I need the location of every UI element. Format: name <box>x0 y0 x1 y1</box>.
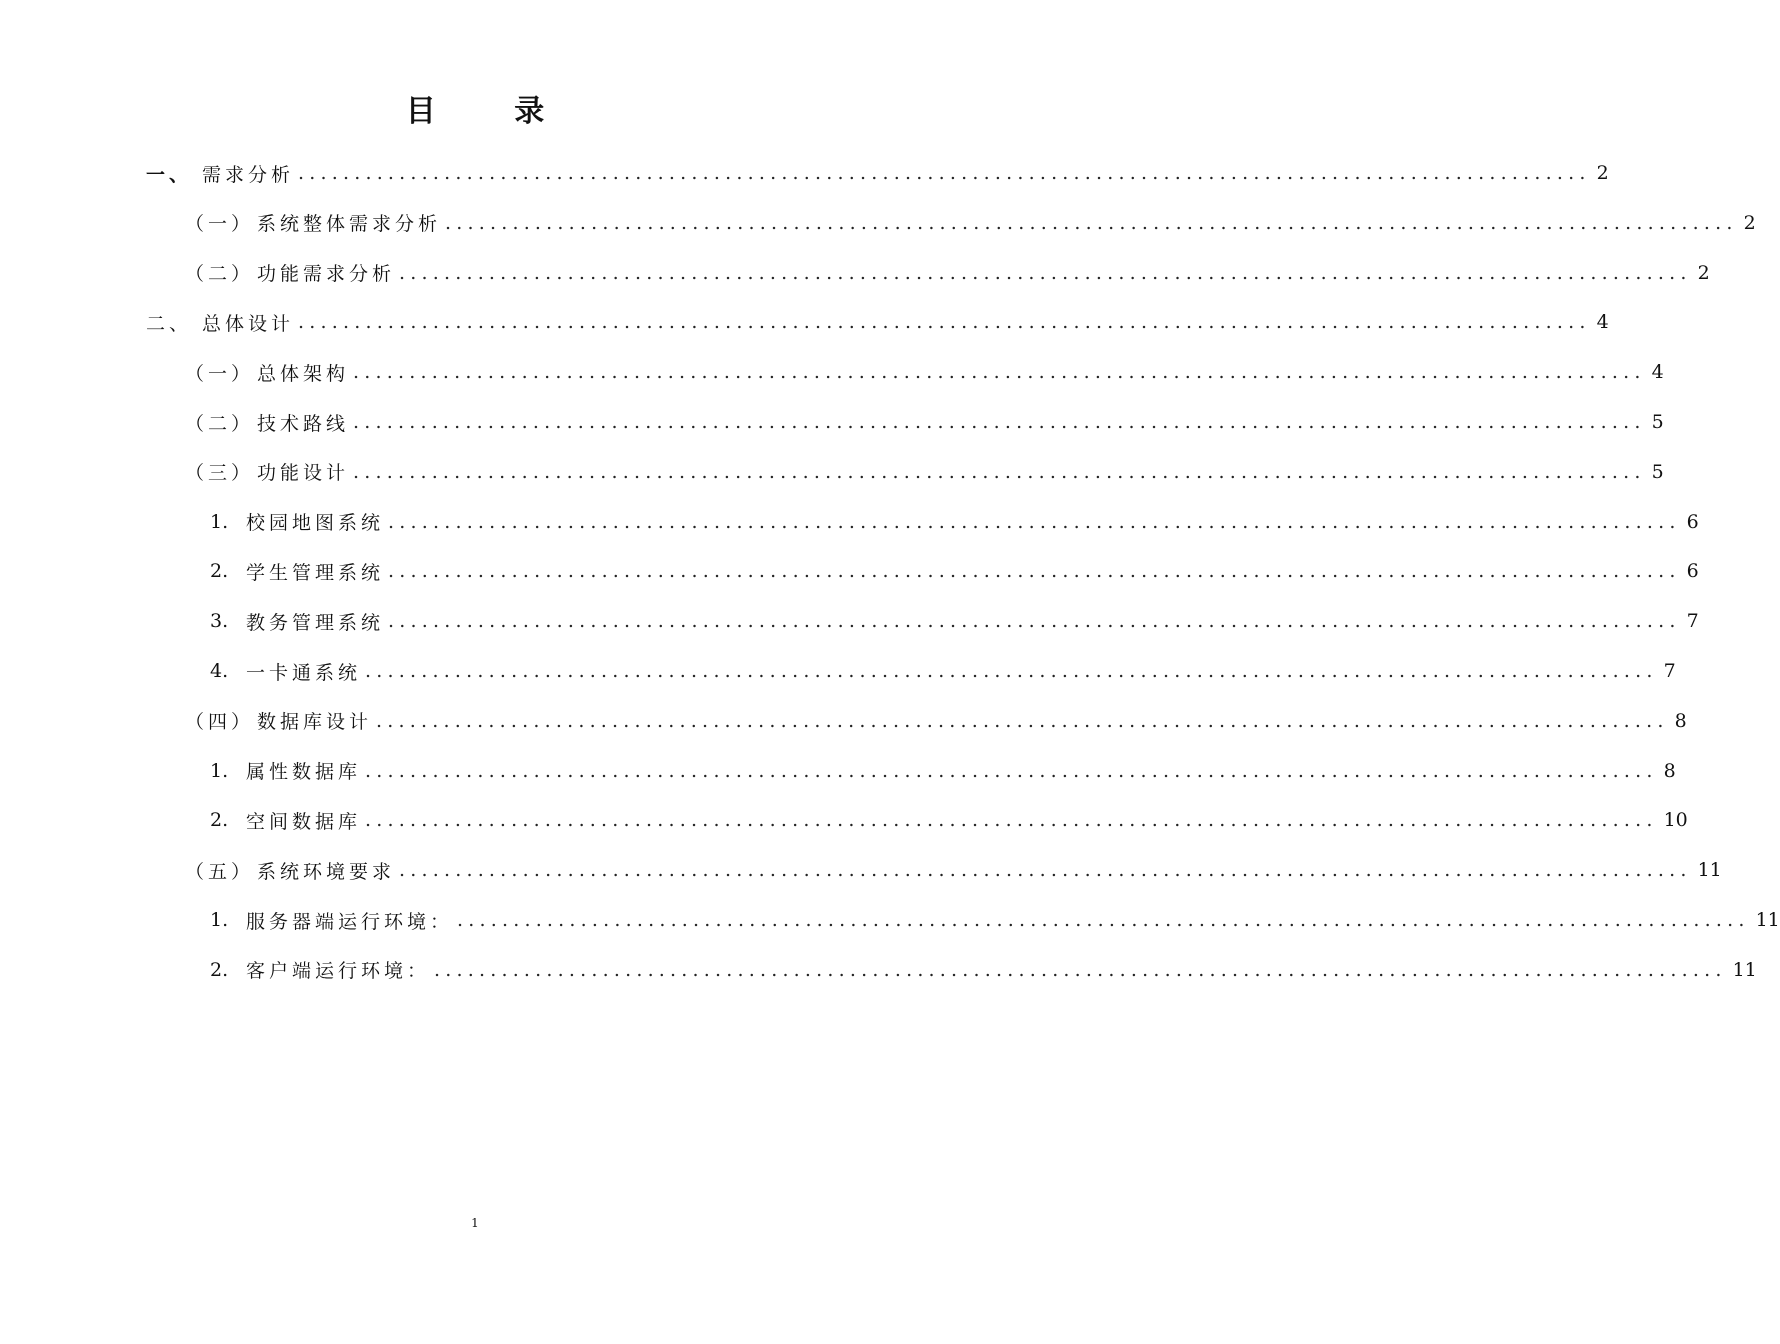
toc-entry-label: 学生管理系统 <box>246 561 385 584</box>
toc-entry-number: （二） <box>185 412 255 435</box>
toc-entry-number: （四） <box>185 711 255 734</box>
toc-entry-number: 1. <box>210 909 229 931</box>
toc-entry[interactable] <box>0 297 1609 347</box>
toc-entry-page-number: 11 <box>1697 859 1722 882</box>
toc-entry-page-number: 10 <box>1663 809 1688 832</box>
toc-entry-number: 4. <box>210 660 229 682</box>
toc-entry-label: 一卡通系统 <box>246 661 362 684</box>
toc-dot-leader: ................................................................................................................... <box>298 162 1591 184</box>
toc-entry-number: 2. <box>210 560 229 583</box>
toc-entry-page-number: 8 <box>1674 709 1687 732</box>
toc-entry-label: 需求分析 <box>202 163 295 186</box>
toc-entry-number: 1. <box>210 510 229 533</box>
toc-dot-leader: ................................................................................................................... <box>353 361 1646 384</box>
toc-entry-label: 数据库设计 <box>257 711 373 734</box>
toc-dot-leader: ................................................................................................................... <box>298 311 1591 334</box>
toc-entry[interactable] <box>0 347 1664 397</box>
toc-dot-leader: ................................................................................................................... <box>376 709 1669 732</box>
toc-entry-page-number: 5 <box>1651 460 1664 483</box>
toc-entry-page-number: 2 <box>1743 211 1756 234</box>
toc-entry-number: （一） <box>185 213 255 236</box>
toc-entry[interactable] <box>0 696 1687 746</box>
toc-entry[interactable] <box>0 646 1676 696</box>
toc-entry-page-number: 4 <box>1651 361 1664 384</box>
toc-entry-page-number: 5 <box>1651 411 1664 433</box>
toc-entry-label: 系统整体需求分析 <box>257 213 442 236</box>
toc-entry-page-number: 11 <box>1755 909 1780 931</box>
toc-entry-label: 客户端运行环境： <box>246 960 431 983</box>
toc-dot-leader: ................................................................................................................... <box>445 211 1738 234</box>
toc-entry-label: 属性数据库 <box>246 761 362 784</box>
toc-entry-page-number: 8 <box>1663 759 1676 782</box>
toc-dot-leader: ................................................................................................................... <box>457 909 1750 931</box>
toc-entry-number: 3. <box>210 610 229 633</box>
toc-entry-label: 功能需求分析 <box>257 263 396 286</box>
toc-entry-page-number: 7 <box>1686 610 1699 633</box>
toc-entry[interactable] <box>0 795 1688 845</box>
toc-entry[interactable] <box>0 148 1609 198</box>
toc-entry-number: （二） <box>185 263 255 286</box>
toc-dot-leader: ................................................................................................................... <box>434 958 1727 981</box>
toc-entry[interactable] <box>0 447 1664 497</box>
toc-entry[interactable] <box>0 497 1699 547</box>
toc-entry-label: 技术路线 <box>257 412 350 435</box>
toc-entry-number: 二、 <box>146 312 193 335</box>
toc-entry-label: 服务器端运行环境： <box>246 910 454 933</box>
toc-entry-page-number: 2 <box>1697 261 1710 284</box>
toc-entry[interactable] <box>0 596 1699 646</box>
toc-entry[interactable] <box>0 746 1676 796</box>
toc-entry-number: （五） <box>185 860 255 883</box>
toc-entry-number: 1. <box>210 759 229 782</box>
toc-entry-page-number: 7 <box>1663 660 1676 682</box>
toc-entry-number: 2. <box>210 809 229 832</box>
toc-entry-page-number: 11 <box>1732 958 1757 981</box>
toc-entry-page-number: 2 <box>1596 162 1609 184</box>
toc-entry[interactable] <box>0 248 1710 298</box>
toc-entry[interactable] <box>0 945 1757 995</box>
toc-entry-label: 空间数据库 <box>246 810 362 833</box>
toc-dot-leader: ................................................................................................................... <box>365 660 1658 682</box>
toc-entry-page-number: 6 <box>1686 510 1699 533</box>
toc-dot-leader: ................................................................................................................... <box>388 610 1681 633</box>
toc-dot-leader: ................................................................................................................... <box>353 460 1646 483</box>
toc-entry-label: 总体设计 <box>202 312 295 335</box>
toc-entry-page-number: 6 <box>1686 560 1699 583</box>
toc-entry[interactable] <box>0 198 1756 248</box>
toc-entry-number: （三） <box>185 462 255 485</box>
toc-dot-leader: ................................................................................................................... <box>399 261 1692 284</box>
toc-entry-number: 一、 <box>146 163 193 186</box>
page-title: 目 录 <box>405 94 579 129</box>
toc-dot-leader: ................................................................................................................... <box>388 560 1681 583</box>
toc-dot-leader: ................................................................................................................... <box>399 859 1692 882</box>
toc-entry-label: 功能设计 <box>257 462 350 485</box>
toc-dot-leader: ................................................................................................................... <box>365 759 1658 782</box>
toc-entry-number: 2. <box>210 958 229 981</box>
toc-entry-page-number: 4 <box>1596 311 1609 334</box>
toc-entry[interactable] <box>0 845 1722 895</box>
toc-entry-label: 总体架构 <box>257 362 350 385</box>
toc-dot-leader: ................................................................................................................... <box>388 510 1681 533</box>
toc-entry-label: 系统环境要求 <box>257 860 396 883</box>
toc-entry[interactable] <box>0 397 1664 447</box>
footer-page-number: 1 <box>471 1216 479 1230</box>
toc-entry[interactable] <box>0 546 1699 596</box>
toc-entry[interactable] <box>0 895 1780 945</box>
toc-dot-leader: ................................................................................................................... <box>353 411 1646 433</box>
toc-entry-label: 教务管理系统 <box>246 611 385 634</box>
toc-entry-label: 校园地图系统 <box>246 512 385 535</box>
toc-dot-leader: ................................................................................................................... <box>365 809 1658 832</box>
toc-entry-number: （一） <box>185 362 255 385</box>
